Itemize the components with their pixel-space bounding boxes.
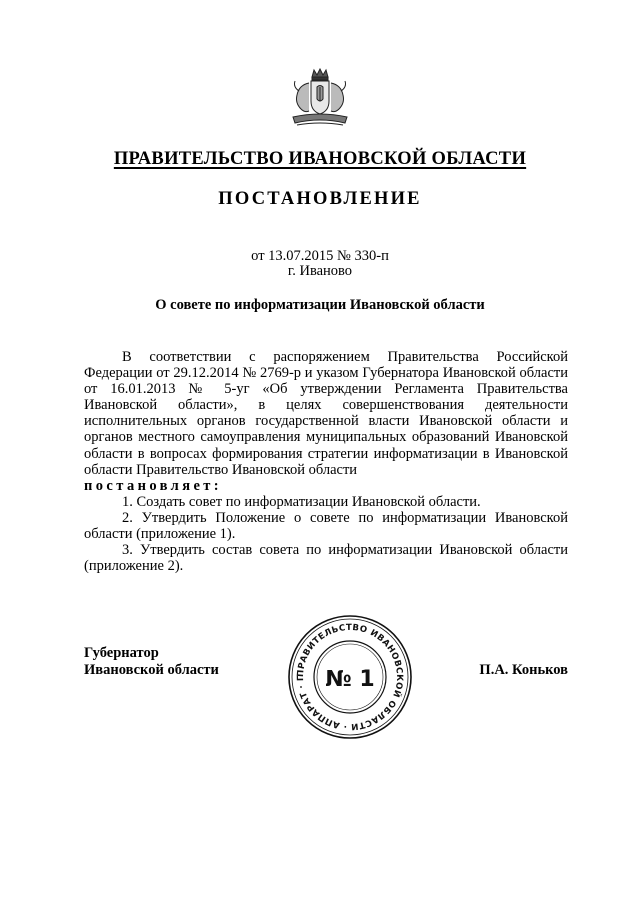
- intro-paragraph: В соответствии с распоряжением Правительства Российской Федерации от 29.12.2014 № 2769-р и указом Губернатора Ивановской области от 16.01.2013 № 5-уг «Об утверждении Регламента Правительства Ивановской области», в целях совершенствования деятельности исполнительных органов государственной власти Ивановской области и органов местного самоуправления муниципальных образований Ивановской области в вопросах формирования стратегии информатизации в Ивановской области Правительство Ивановской области: [84, 349, 568, 478]
- decree-word: постановляет:: [84, 477, 223, 494]
- signatory-position: [84, 645, 219, 679]
- document-type: ПОСТАНОВЛЕНИЕ: [218, 189, 422, 209]
- signatory-position-line1: Губернатор: [84, 645, 159, 661]
- signatory-position-line2: Ивановской области: [84, 662, 219, 678]
- list-item-2: 2. Утвердить Положение о совете по информатизации Ивановской области (приложение 1).: [84, 509, 568, 543]
- document-date-number: от 13.07.2015 № 330-п: [251, 248, 389, 264]
- document-body: [84, 349, 568, 574]
- signatory-name: П.А. Коньков: [479, 662, 568, 678]
- coat-of-arms-icon: [287, 67, 353, 131]
- list-item-1: 1. Создать совет по информатизации Ивановской области.: [122, 493, 481, 510]
- organization-title-text: ПРАВИТЕЛЬСТВО ИВАНОВСКОЙ ОБЛАСТИ: [113, 149, 527, 169]
- stamp-ring-text: ПРАВИТЕЛЬСТВО ИВАНОВСКОЙ ОБЛАСТИ · АППАРАТ · Г: [295, 622, 405, 732]
- document-subject: О совете по информатизации Ивановской области: [155, 297, 485, 313]
- stamp-number: № 1: [325, 667, 375, 692]
- document-city: г. Иваново: [287, 263, 353, 279]
- official-stamp: [286, 613, 414, 741]
- organization-title: [0, 149, 640, 170]
- decree-line: [84, 478, 568, 494]
- list-item-3: 3. Утвердить состав совета по информатизации Ивановской области (приложение 2).: [84, 542, 568, 575]
